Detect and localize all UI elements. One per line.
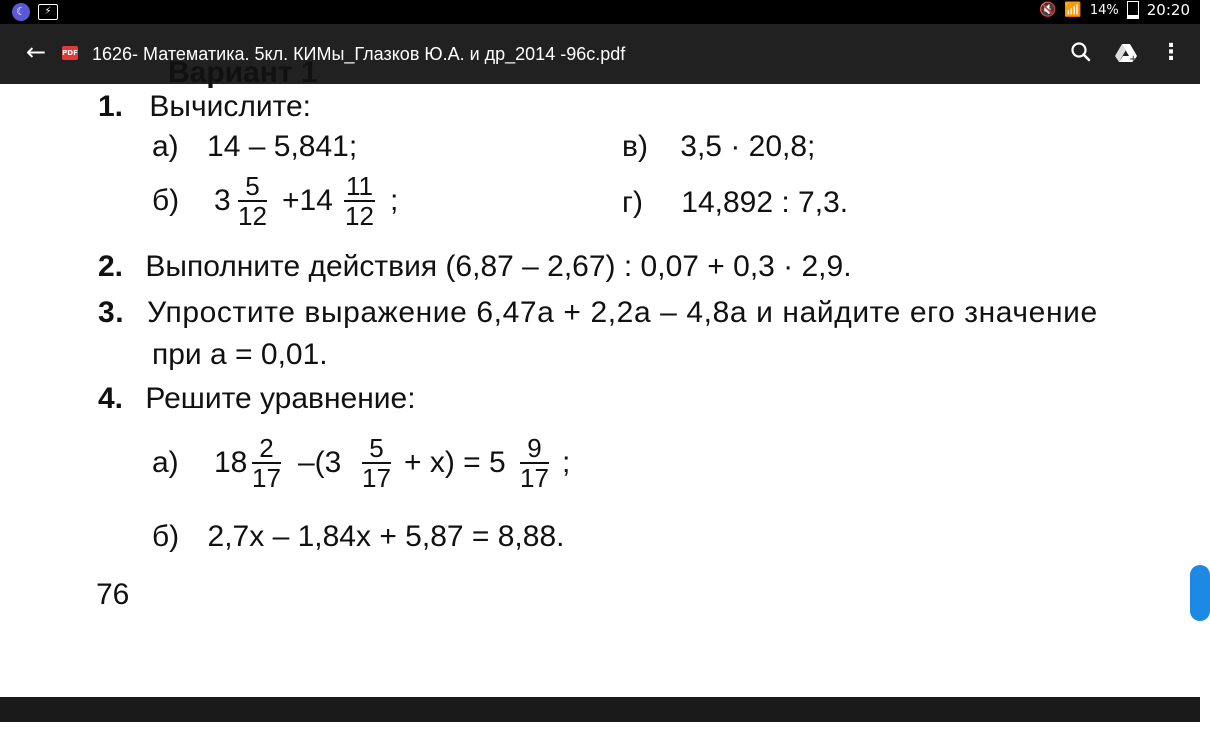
drive-icon[interactable] [1114,43,1138,67]
document-title: 1626- Математика. 5кл. КИМы_Глазков Ю.А. и др_2014 -96с.pdf [92,44,626,64]
more-vert-icon[interactable]: ⋮ [1160,40,1182,65]
problem-3-line2: при а = 0,01. [152,338,328,371]
fraction: $\frac{5}{12}$ [238,171,267,231]
fraction: $\frac{2}{17}$ [252,433,281,493]
problem-1a: а) 14 – 5,841; [152,130,358,163]
problem-1 [98,90,311,124]
problem-4: 4. Решите уравнение: [98,382,416,415]
problem-2: 2. Выполните действия (6,87 – 2,67) : 0,07 + 0,3 · 2,9. [98,250,852,283]
battery-charging-icon: ⚡ [38,4,58,20]
problem-1g: г) 14,892 : 7,3. [622,186,849,219]
pdf-file-icon: PDF [62,46,78,60]
pdf-page: Вариант 1 1. Вычислите: а) 14 – 5,841; в) 3,5 · 20,8; б) 3 $\frac{5}{12}$ +14 $\frac{11}{12}$ ; г) 14,892 : 7,3. 2. Выполните действия (6,87 – 2,67) : 0,07 + 0,3 · 2,9. 3. Упростите выражение 6,47а + 2,2а – 4,8а и найдите его значение при а = 0,01. 4. Решите уравнение: а) 18 $\frac{2}{17}$ –(3 $\frac{5}{17}$ + x) = 5 $\frac{9}{17}$ ; б) 2,7x – 1,84x + 5,87 = 8,88. 76 [0,84,1200,697]
fast-scroll-handle[interactable] [1190,565,1210,621]
moon-icon: ☾ [12,3,30,21]
fraction: $\frac{9}{17}$ [520,433,549,493]
bottom-bar [0,697,1200,722]
fraction: $\frac{11}{12}$ [345,171,374,231]
status-bar [0,0,1200,24]
battery-icon [1127,1,1139,19]
search-icon[interactable] [1070,41,1092,67]
problem-3: 3. Упростите выражение 6,47а + 2,2а – 4,8а и найдите его значение [98,296,1098,329]
next-page-strip [0,722,1200,750]
problem-4b: б) 2,7x – 1,84x + 5,87 = 8,88. [152,520,565,553]
problem-1v: в) 3,5 · 20,8; [622,130,816,163]
svg-text:+: + [1129,54,1138,65]
page-header-cutoff: Вариант 1 [168,56,318,89]
mute-icon: 🔇 [1038,2,1057,18]
problem-text: Вычислите: [149,90,312,123]
clock: 20:20 [1146,1,1190,19]
wifi-icon: 📶 [1064,2,1082,18]
page-number: 76 [96,578,130,611]
fraction: $\frac{5}{17}$ [362,433,391,493]
back-arrow-icon[interactable]: ← [26,38,47,66]
problem-number: 1. [98,90,124,123]
battery-percent: 14% [1089,2,1119,18]
